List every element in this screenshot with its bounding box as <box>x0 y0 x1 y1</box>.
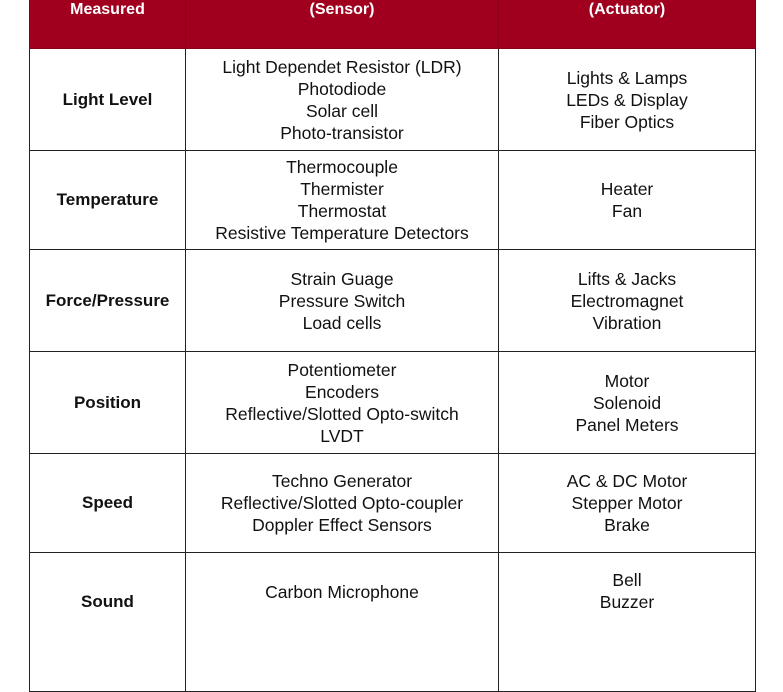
sensor-item: Reflective/Slotted Opto-coupler <box>220 493 464 513</box>
header-quantity-label: Measured <box>70 1 145 18</box>
table-row <box>30 352 756 454</box>
sensor-item: Reflective/Slotted Opto-switch <box>225 403 459 424</box>
actuator-item: LEDs & Display <box>566 89 688 110</box>
quantity-cell: Light Level <box>30 49 186 151</box>
sensor-item: Strain Guage <box>290 268 394 289</box>
sensor-item: Thermostat <box>297 201 387 221</box>
sensor-cell <box>186 352 499 454</box>
sensor-cell <box>186 454 499 553</box>
sensor-cell <box>186 250 499 352</box>
table-row <box>30 49 756 151</box>
sensor-item: Light Dependet Resistor (LDR) <box>222 56 462 77</box>
actuator-cell <box>499 250 756 352</box>
quantity-cell: Temperature <box>30 151 186 250</box>
actuator-item: Stepper Motor <box>571 493 683 513</box>
sensor-item: LVDT <box>320 425 364 446</box>
sensor-cell <box>186 553 499 692</box>
actuator-item: Brake <box>604 515 650 535</box>
actuator-cell <box>499 553 756 692</box>
actuator-item: Solenoid <box>592 392 662 413</box>
sensor-item: Photodiode <box>297 78 387 99</box>
sensors-actuators-table-container <box>29 0 755 692</box>
actuator-cell <box>499 49 756 151</box>
sensor-item: Techno Generator <box>271 471 413 491</box>
sensor-item: Carbon Microphone <box>265 582 419 602</box>
sensor-item: Thermister <box>300 179 384 199</box>
actuator-item: Bell <box>612 570 642 590</box>
actuator-item: Lights & Lamps <box>566 67 688 88</box>
sensor-item: Encoders <box>305 381 379 402</box>
actuator-cell <box>499 352 756 454</box>
actuator-cell <box>499 151 756 250</box>
sensor-cell <box>186 49 499 151</box>
sensor-item: Potentiometer <box>287 359 397 380</box>
actuator-item: Motor <box>604 370 650 391</box>
actuator-item: AC & DC Motor <box>566 471 688 491</box>
actuator-item: Fiber Optics <box>579 111 675 132</box>
actuator-item: Electromagnet <box>570 290 684 311</box>
quantity-cell: Speed <box>30 454 186 553</box>
actuator-cell <box>499 454 756 553</box>
quantity-cell: Sound <box>30 553 186 692</box>
header-input-sensor <box>186 0 499 49</box>
sensor-item: Photo-transistor <box>280 122 404 143</box>
sensor-item: Load cells <box>302 312 382 333</box>
table-row <box>30 151 756 250</box>
quantity-cell: Position <box>30 352 186 454</box>
sensor-item: Solar cell <box>306 100 378 121</box>
sensor-item: Resistive Temperature Detectors <box>215 223 469 243</box>
actuator-item: Panel Meters <box>575 414 679 435</box>
header-output-actuator <box>499 0 756 49</box>
header-quantity-measured <box>30 0 186 49</box>
sensor-cell <box>186 151 499 250</box>
sensors-actuators-table <box>29 0 756 692</box>
table-row <box>30 553 756 692</box>
table-row <box>30 250 756 352</box>
actuator-item: Buzzer <box>599 592 655 612</box>
actuator-item: Vibration <box>592 312 662 333</box>
actuator-item: Lifts & Jacks <box>577 268 677 289</box>
sensor-item: Pressure Switch <box>278 290 406 311</box>
sensor-item: Thermocouple <box>286 157 398 177</box>
sensor-item: Doppler Effect Sensors <box>252 515 432 535</box>
table-header-row <box>30 0 756 49</box>
actuator-item: Heater <box>600 179 654 199</box>
quantity-cell: Force/Pressure <box>30 250 186 352</box>
header-actuator-label: (Actuator) <box>588 1 666 18</box>
actuator-item: Fan <box>611 201 643 221</box>
header-sensor-label: (Sensor) <box>309 1 375 18</box>
table-row <box>30 454 756 553</box>
